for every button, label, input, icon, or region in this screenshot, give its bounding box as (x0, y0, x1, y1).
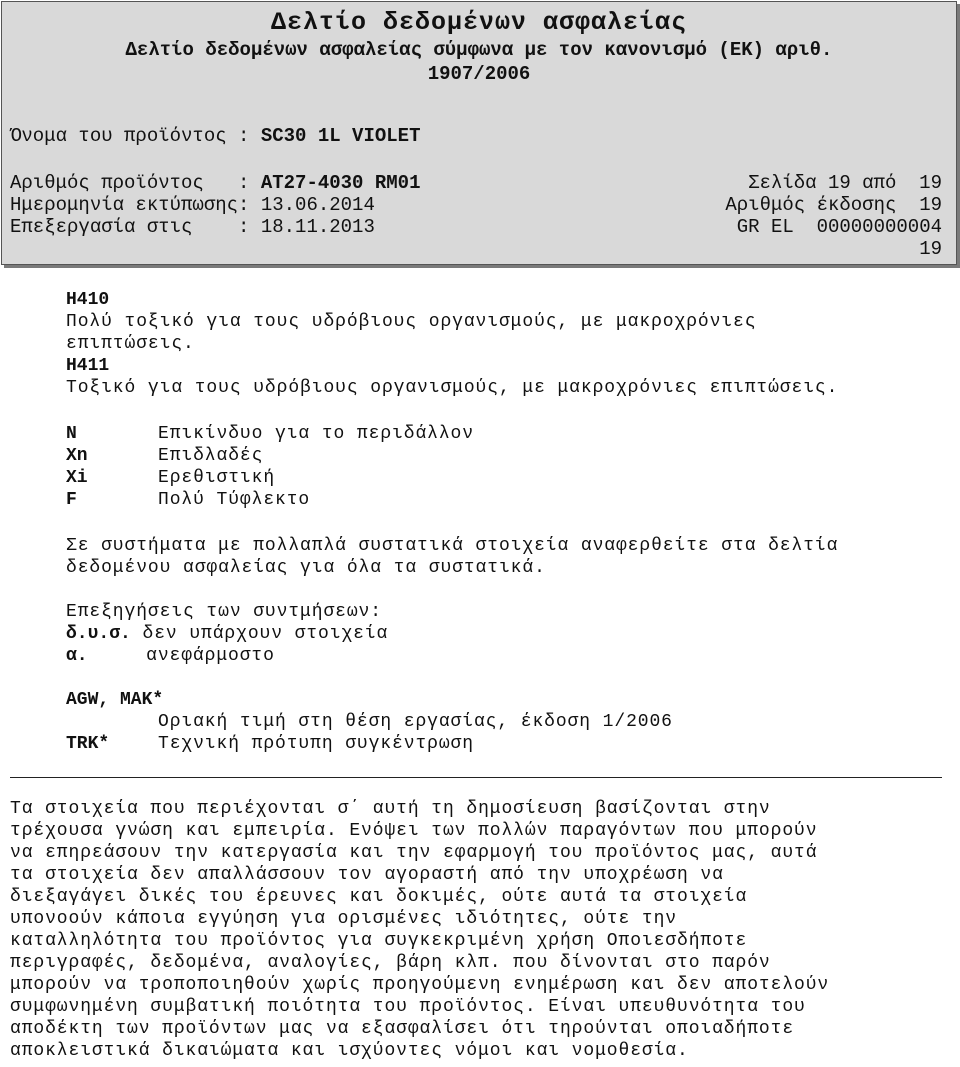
print-date-row (10, 194, 375, 216)
limit-label-agw-mak: AGW, MAK* (66, 690, 164, 710)
symbol-code-xn: Xn (66, 446, 88, 466)
hazard-text-h411: Τοξικό για τους υδρόβιους οργανισμούς, με μακροχρόνιες επιπτώσεις. (66, 378, 839, 398)
document-header (1, 1, 957, 265)
subtitle-line-2: 1907/2006 (427, 63, 531, 85)
disclaimer-line: αποδέκτη των προϊόντων μας να εξασφαλίσει ότι τηρούνται οποιαδήποτε (10, 1019, 795, 1039)
product-number-row (10, 172, 420, 194)
abbreviations-heading: Επεξηγήσεις των συντμήσεων: (66, 602, 382, 622)
disclaimer-line: καταλληλότητα του προϊόντος για συγκεκριμένη χρήση Οποιεσδήποτε (10, 931, 748, 951)
multi-component-note-line1: Σε συστήματα με πολλαπλά συστατικά στοιχεία αναφερθείτε στα δελτία (66, 536, 839, 556)
disclaimer-line: περιγραφές, δεδομένα, αναλογίες, βάρη κλπ. που δίνονται στο παρόν (10, 953, 771, 973)
abbreviation-code: δ.υ.σ. (66, 624, 131, 644)
subtitle-line-1: Δελτίο δεδομένων ασφαλείας σύμφωνα με τον κανονισμό (ΕΚ) αριθ. (125, 39, 833, 61)
disclaimer-line: Τα στοιχεία που περιέχονται σ΄ αυτή τη δημοσίευση βασίζονται στην (10, 799, 771, 819)
product-number-value: AT27-4030 RM01 (260, 172, 421, 194)
disclaimer-line: αποκλειστικά δικαιώματα και ισχύοντες νόμοι και νομοθεσία. (10, 1041, 689, 1061)
hazard-text-h410-line1: Πολύ τοξικό για τους υδρόβιους οργανισμούς, με μακροχρόνιες (66, 312, 757, 332)
disclaimer-line: να επηρεάσουν την κατεργασία και την εφαρμογή του προϊόντος μας, αυτά (10, 843, 818, 863)
product-name-label: Όνομα του προϊόντος : (10, 125, 261, 147)
document-title: Δελτίο δεδομένων ασφαλείας (270, 8, 688, 37)
version-info: Αριθμός έκδοσης 19 (725, 194, 942, 216)
hazard-code-h410: H410 (66, 290, 110, 310)
symbol-code-n: N (66, 424, 77, 444)
disclaimer-line: τα στοιχεία δεν απαλλάσσουν τον αγοραστή από την υποχρέωση να (10, 865, 724, 885)
abbreviation-meaning: ανεφάρμοστο (87, 646, 275, 666)
disclaimer-line: μπορούν να τροποποιηθούν χωρίς προηγούμενη ενημέρωση και δεν αποτελούν (10, 975, 830, 995)
symbol-text-xn: Επιδλαδές (158, 446, 264, 466)
abbreviation-code: α. (66, 646, 88, 666)
limit-label-trk: TRK* (66, 734, 110, 754)
document-code: GR EL 00000000004 (736, 216, 942, 238)
page-info: Σελίδα 19 από 19 (748, 172, 942, 194)
multi-component-note-line2: δεδομένου ασφαλείας για όλα τα συστατικά. (66, 558, 546, 578)
product-name-value: SC30 1L VIOLET (260, 125, 421, 147)
product-name-row (10, 125, 420, 147)
symbol-text-n: Επικίνδυο για το περιδάλλον (158, 424, 474, 444)
limit-text-trk: Τεχνική πρότυπη συγκέντρωση (158, 734, 474, 754)
document-code-suffix: 19 (919, 238, 942, 260)
processing-date-row (10, 216, 375, 238)
disclaimer-line: τρέχουσα γνώση και εμπειρία. Ενόψει των πολλών παραγόντων που μπορούν (10, 821, 818, 841)
print-date-value: 13.06.2014 (260, 194, 375, 216)
document-subtitle (2, 38, 956, 86)
symbol-code-f: F (66, 490, 77, 510)
limit-text-agw-mak: Οριακή τιμή στη θέση εργασίας, έκδοση 1/2006 (158, 712, 673, 732)
abbreviation-row-na (66, 645, 275, 667)
abbreviation-row-nodata (66, 623, 388, 645)
abbreviation-meaning: δεν υπάρχουν στοιχεία (130, 624, 389, 644)
symbol-text-f: Πολύ Τύφλεκτο (158, 490, 311, 510)
disclaimer-line: συμφωνημένη συμβατική ποιότητα του προϊόντος. Είναι υπευθυνότητα του (10, 997, 806, 1017)
print-date-label: Ημερομηνία εκτύπωσης: (10, 194, 261, 216)
disclaimer-line: υπονοούν κάποια εγγύηση για ορισμένες ιδιότητες, ούτε την (10, 909, 677, 929)
symbol-code-xi: Xi (66, 468, 88, 488)
hazard-text-h410-line2: επιπτώσεις. (66, 334, 195, 354)
disclaimer-line: διεξαγάγει δικές του έρευνες και δοκιμές, ούτε αυτά τα στοιχεία (10, 887, 748, 907)
product-number-label: Αριθμός προϊόντος : (10, 172, 261, 194)
processing-date-value: 18.11.2013 (260, 216, 375, 238)
section-divider (10, 777, 942, 778)
processing-date-label: Επεξεργασία στις : (10, 216, 261, 238)
hazard-code-h411: H411 (66, 356, 110, 376)
symbol-text-xi: Ερεθιστική (158, 468, 276, 488)
